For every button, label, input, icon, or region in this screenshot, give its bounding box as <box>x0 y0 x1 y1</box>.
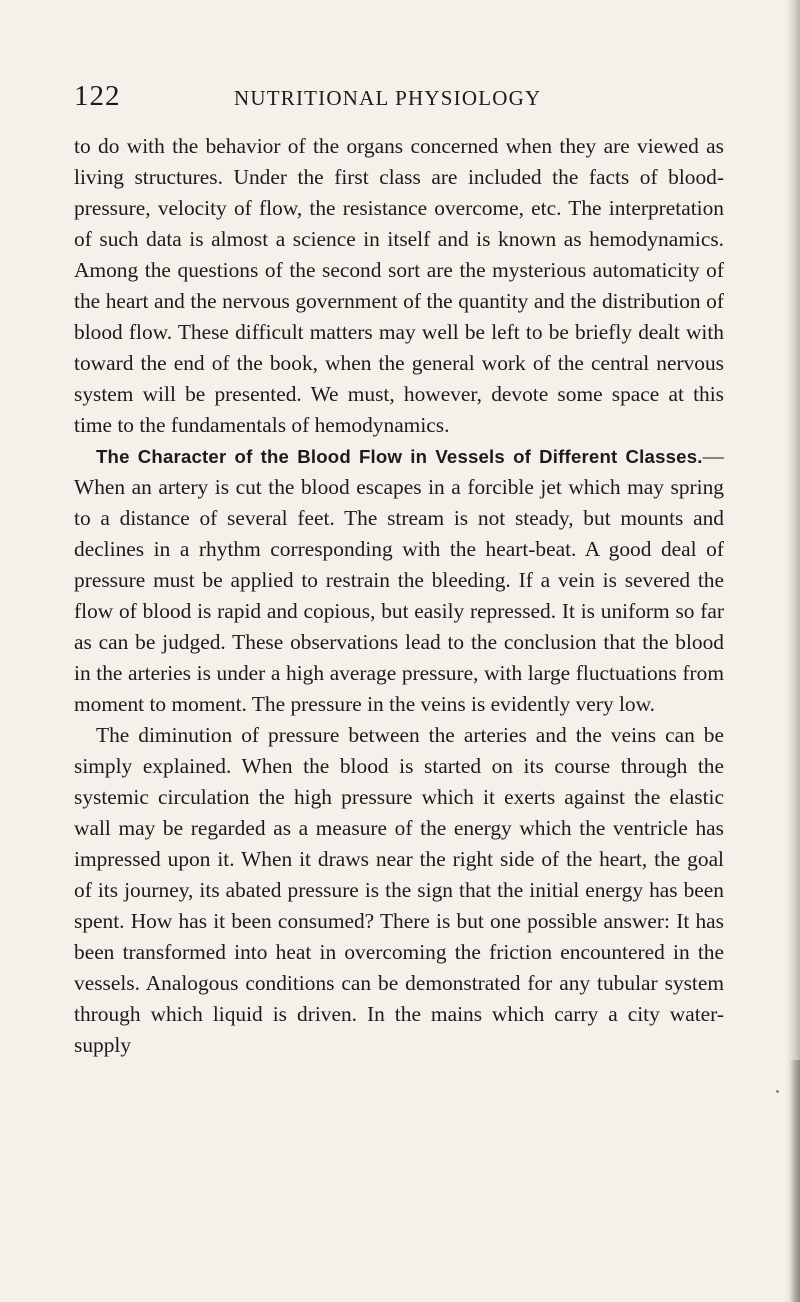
paragraph-3: The diminution of pressure between the arteries and the veins can be simply explained. When the blood is started on its course through the systemic circulation the high pressure which it exerts against the elastic wall may be regarded as a measure of the energy which the ventricle has impressed upon it. When it draws near the right side of the heart, the goal of its journey, its abated pressure is the sign that the initial energy has been spent. How has it been consumed? There is but one possible answer: It has been transformed into heat in overcoming the friction encountered in the vessels. Analogous conditions can be demonstrated for any tubular system through which liquid is driven. In the mains which carry a city water-supply <box>74 723 724 1057</box>
body-text <box>74 131 724 1061</box>
paragraph-1: to do with the behavior of the organs concerned when they are viewed as living structures. Under the first class are included the facts of blood-pressure, velocity of flow, the resistance overcome, etc. The interpretation of such data is almost a science in itself and is known as hemodynamics. Among the questions of the second sort are the mysterious automaticity of the heart and the nervous government of the quantity and the distribution of blood flow. These difficult matters may well be left to be briefly dealt with toward the end of the book, when the general work of the central nervous system will be presented. We must, however, devote some space at this time to the fundamentals of hemodynamics. <box>74 134 724 437</box>
page-number: 122 <box>74 80 121 112</box>
page-edge-dark-strip <box>790 1060 800 1302</box>
running-head: NUTRITIONAL PHYSIOLOGY <box>234 86 542 110</box>
section-heading: The Character of the Blood Flow in Vessels of Different Classes. <box>96 446 703 467</box>
paper-speck <box>776 1090 779 1093</box>
page-header <box>74 80 724 116</box>
paragraph-2-text: —When an artery is cut the blood escapes in a forcible jet which may spring to a distance of several feet. The stream is not steady, but mounts and declines in a rhythm corresponding with the heart-beat. A good deal of pressure must be applied to restrain the bleeding. If a vein is severed the flow of blood is rapid and copious, but easily repressed. It is uniform so far as can be judged. These observations lead to the conclusion that the blood in the arteries is under a high average pressure, with large fluctuations from moment to moment. The pressure in the veins is evidently very low. <box>74 444 724 716</box>
paragraph-2 <box>74 441 724 720</box>
